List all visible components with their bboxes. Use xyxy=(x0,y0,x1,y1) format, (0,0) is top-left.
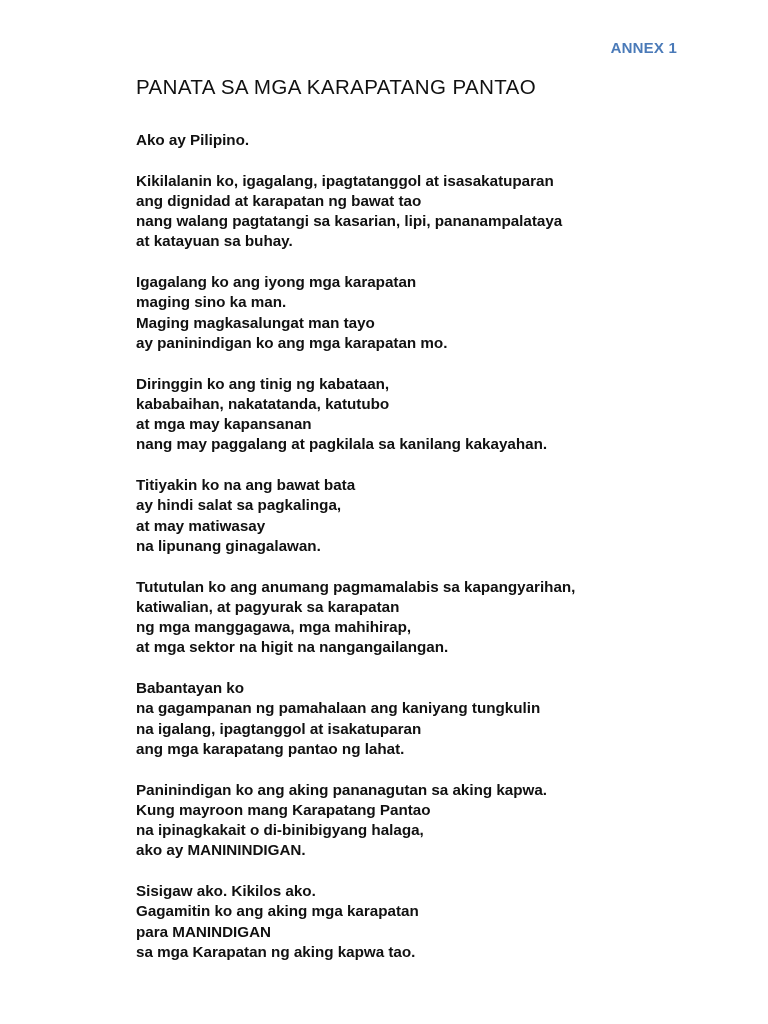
pledge-line: na ipinagkakait o di-binibigyang halaga, xyxy=(136,822,424,840)
pledge-line: na igalang, ipagtanggol at isakatuparan xyxy=(136,720,422,738)
pledge-line: Titiyakin ko na ang bawat bata xyxy=(136,477,356,495)
pledge-line: kababaihan, nakatatanda, katutubo xyxy=(136,395,390,413)
pledge-line: nang may paggalang at pagkilala sa kanilang kakayahan. xyxy=(136,436,548,454)
pledge-line: ng mga manggagawa, mga mahihirap, xyxy=(136,619,412,637)
stanza xyxy=(136,476,736,557)
pledge-line: at mga sektor na higit na nangangailangan. xyxy=(136,639,449,657)
stanza xyxy=(136,375,736,456)
pledge-line: nang walang pagtatangi sa kasarian, lipi, pananampalataya xyxy=(136,213,563,231)
pledge-line: na lipunang ginagalawan. xyxy=(136,537,321,555)
pledge-line: Kung mayroon mang Karapatang Pantao xyxy=(136,801,431,819)
pledge-line: Igagalang ko ang iyong mga karapatan xyxy=(136,274,417,292)
stanza xyxy=(136,781,736,862)
pledge-line: ay paninindigan ko ang mga karapatan mo. xyxy=(136,334,448,352)
pledge-line: at mga may kapansanan xyxy=(136,416,312,434)
pledge-line: maging sino ka man. xyxy=(136,294,287,312)
pledge-line: Ako ay Pilipino. xyxy=(136,132,250,149)
stanza xyxy=(136,131,736,151)
pledge-line: at katayuan sa buhay. xyxy=(136,233,293,251)
pledge-line: katiwalian, at pagyurak sa karapatan xyxy=(136,598,400,616)
annex-label: ANNEX 1 xyxy=(610,40,677,57)
pledge-line: ako ay MANININDIGAN. xyxy=(136,842,306,860)
pledge-line: ang mga karapatang pantao ng lahat. xyxy=(136,740,405,758)
stanza xyxy=(136,679,736,760)
pledge-line: Tututulan ko ang anumang pagmamalabis sa kapangyarihan, xyxy=(136,578,576,596)
pledge-line: para MANINDIGAN xyxy=(136,923,272,941)
stanza xyxy=(136,273,736,354)
stanza xyxy=(136,578,736,659)
document-title: PANATA SA MGA KARAPATANG PANTAO xyxy=(136,76,537,99)
pledge-line: Maging magkasalungat man tayo xyxy=(136,314,375,332)
pledge-line: Gagamitin ko ang aking mga karapatan xyxy=(136,903,419,921)
pledge-line: ay hindi salat sa pagkalinga, xyxy=(136,497,342,515)
stanza xyxy=(136,882,736,963)
pledge-body xyxy=(136,131,736,983)
pledge-line: Sisigaw ako. Kikilos ako. xyxy=(136,882,316,900)
pledge-line: at may matiwasay xyxy=(136,517,266,535)
stanza xyxy=(136,172,736,253)
pledge-line: Diringgin ko ang tinig ng kabataan, xyxy=(136,375,390,393)
pledge-line: Kikilalanin ko, igagalang, ipagtatanggol at isasakatuparan xyxy=(136,172,554,190)
pledge-line: ang dignidad at karapatan ng bawat tao xyxy=(136,192,422,210)
pledge-line: Babantayan ko xyxy=(136,680,245,698)
pledge-line: Paninindigan ko ang aking pananagutan sa aking kapwa. xyxy=(136,781,547,799)
pledge-line: na gagampanan ng pamahalaan ang kaniyang tungkulin xyxy=(136,700,541,718)
pledge-line: sa mga Karapatan ng aking kapwa tao. xyxy=(136,943,416,961)
